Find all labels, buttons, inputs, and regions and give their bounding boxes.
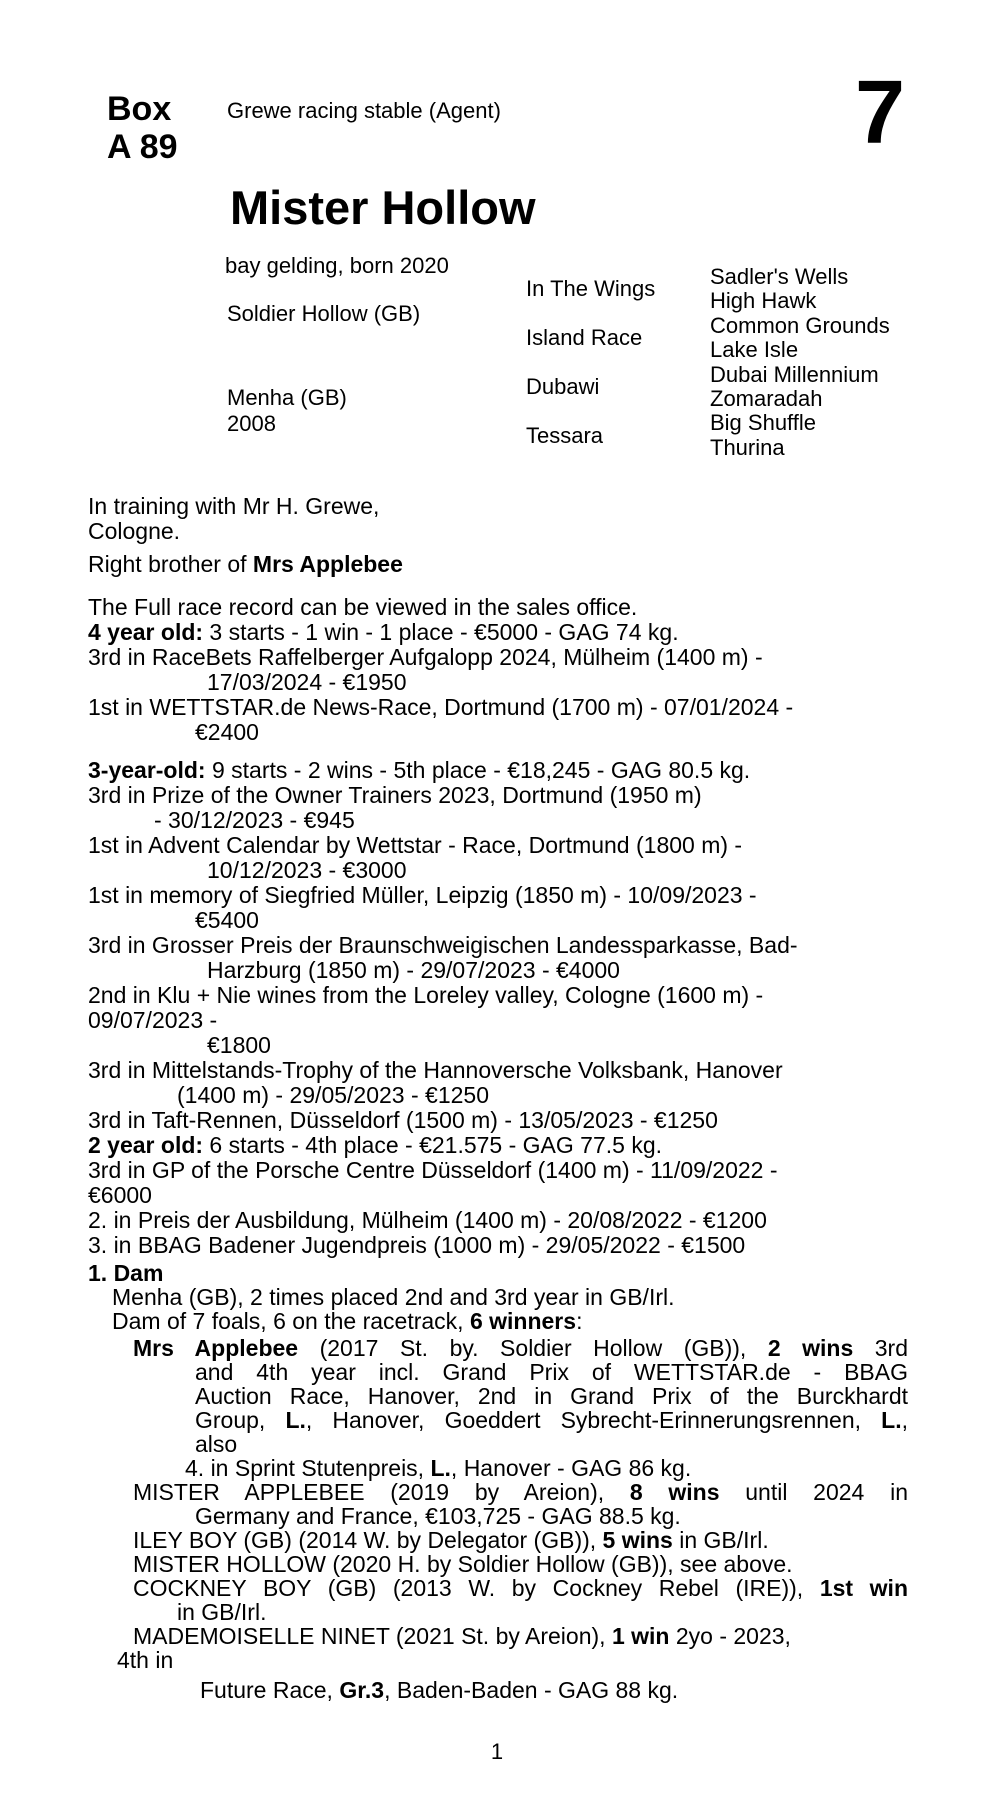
box-number: A 89	[107, 128, 178, 166]
emphasized-text: 1. Dam	[88, 1260, 164, 1286]
ancestor-name: Big Shuffle	[710, 410, 817, 436]
plain-text: 3rd in RaceBets Raffelberger Aufgalopp 2024, Mülheim (1400 m) -	[88, 644, 763, 670]
emphasized-text: 4 year old:	[88, 619, 204, 645]
ancestor-name: Common Grounds	[710, 312, 890, 338]
ancestor-name: High Hawk	[710, 288, 817, 314]
emphasized-text: L.	[881, 1407, 902, 1433]
emphasized-text: Mrs Applebee	[133, 1335, 299, 1361]
plain-text: 4. in Sprint Stutenpreis,	[185, 1455, 431, 1481]
text-line	[88, 595, 908, 620]
box-label: Box	[107, 90, 172, 128]
plain-text: 2nd in Klu + Nie wines from the Loreley valley, Cologne (1600 m) -	[88, 982, 764, 1008]
plain-text: Dam of 7 foals, 6 on the racetrack,	[112, 1308, 470, 1334]
text-line	[185, 1456, 908, 1480]
text-line	[88, 883, 908, 908]
dam-cell	[227, 363, 420, 461]
text-line	[207, 670, 908, 695]
plain-text: :	[576, 1308, 583, 1334]
plain-text: MISTER HOLLOW (2020 H. by Soldier Hollow (GB)), see above.	[133, 1551, 793, 1577]
text-line	[88, 1058, 908, 1083]
race-record	[88, 595, 908, 1258]
emphasized-text: 2 year old:	[88, 1132, 204, 1158]
ancestor-name: Zomaradah	[710, 386, 823, 412]
text-line	[112, 1285, 908, 1309]
text-line	[195, 908, 908, 933]
plain-text: (2017 St. by. Soldier Hollow (GB)),	[298, 1335, 768, 1361]
plain-text: €6000	[88, 1182, 152, 1208]
plain-text: 10/12/2023 - €3000	[207, 857, 407, 883]
plain-text: Future Race,	[200, 1677, 340, 1703]
lot-number: 7	[854, 63, 905, 163]
sibling-note	[88, 552, 908, 577]
training-line: In training with Mr H. Grewe,	[88, 493, 380, 519]
pedigree-parents-column	[227, 265, 420, 460]
emphasized-text: 8 wins	[629, 1479, 720, 1505]
plain-text: 3rd	[853, 1335, 909, 1361]
plain-text: in GB/Irl.	[177, 1599, 267, 1625]
ancestor-name: Sadler's Wells	[710, 264, 849, 289]
text-line	[133, 1576, 908, 1600]
plain-text: , Baden-Baden - GAG 88 kg.	[384, 1677, 679, 1703]
plain-text: 3 starts - 1 win - 1 place - €5000 - GAG 74 kg.	[203, 619, 679, 645]
text-line	[88, 1233, 908, 1258]
plain-text: 3rd in GP of the Porsche Centre Düsseldorf (1400 m) - 11/09/2022 -	[88, 1157, 778, 1183]
plain-text: (1400 m) - 29/05/2023 - €1250	[177, 1082, 489, 1108]
plain-text: 4th in	[117, 1647, 174, 1673]
text-line	[195, 1360, 908, 1384]
text-line	[207, 858, 908, 883]
plain-text: MISTER APPLEBEE (2019 by Areion),	[133, 1479, 630, 1505]
plain-text: €2400	[195, 719, 259, 745]
plain-text: , Hanover - GAG 86 kg.	[450, 1455, 692, 1481]
text-line	[133, 1552, 908, 1576]
text-line	[133, 1336, 908, 1360]
plain-text: ,	[901, 1407, 908, 1433]
pedigree-grandparents-column	[526, 265, 655, 460]
plain-text: Germany and France, €103,725 - GAG 88.5 kg.	[195, 1503, 681, 1529]
plain-text: 6 starts - 4th place - €21.575 - GAG 77.5 kg.	[203, 1132, 663, 1158]
emphasized-text: L.	[285, 1407, 306, 1433]
dam-heading	[88, 1261, 908, 1285]
text-line	[88, 983, 908, 1008]
sibling-name: Mrs Applebee	[252, 551, 403, 577]
plain-text: COCKNEY BOY (GB) (2013 W. by Cockney Rebel (IRE)),	[133, 1575, 820, 1601]
text-line	[177, 1600, 908, 1624]
text-line	[88, 1133, 908, 1158]
sibling-note-prefix: Right brother of	[88, 551, 253, 577]
emphasized-text: 6 winners	[469, 1308, 577, 1334]
grandparent-name: Island Race	[526, 325, 643, 351]
grandparent-name: Dubawi	[526, 373, 600, 399]
plain-text: Auction Race, Hanover, 2nd in Grand Prix of the Burckhardt	[195, 1383, 908, 1409]
plain-text: 3rd in Grosser Preis der Braunschweigischen Landessparkasse, Bad-	[88, 932, 798, 958]
ancestor-name: Dubai Millennium	[710, 361, 879, 387]
plain-text: - 30/12/2023 - €945	[154, 807, 355, 833]
text-line	[88, 933, 908, 958]
pedigree-greatgrandparents-column	[710, 265, 890, 460]
plain-text: 3rd in Mittelstands-Trophy of the Hannoversche Volksbank, Hanover	[88, 1057, 783, 1083]
text-line	[88, 695, 908, 720]
emphasized-text: 3-year-old:	[88, 757, 206, 783]
horse-description: bay gelding, born 2020	[225, 253, 449, 278]
text-line	[200, 1678, 908, 1702]
plain-text: 2. in Preis der Ausbildung, Mülheim (1400 m) - 20/08/2022 - €1200	[88, 1207, 767, 1233]
plain-text: 17/03/2024 - €1950	[207, 669, 407, 695]
text-line	[88, 620, 908, 645]
text-line	[177, 1083, 908, 1108]
page-number: 1	[490, 1739, 504, 1764]
text-line	[133, 1480, 908, 1504]
plain-text: , Hanover, Goeddert Sybrecht-Erinnerungsrennen,	[305, 1407, 882, 1433]
training-line: Cologne.	[88, 518, 181, 544]
text-line	[195, 720, 908, 745]
sire-name: Soldier Hollow (GB)	[227, 300, 421, 326]
dam-name: Menha (GB)	[227, 385, 347, 411]
plain-text: also	[195, 1431, 238, 1457]
training-info	[88, 494, 908, 544]
plain-text: 1st in WETTSTAR.de News-Race, Dortmund (1700 m) - 07/01/2024 -	[88, 694, 794, 720]
plain-text: The Full race record can be viewed in the sales office.	[88, 594, 638, 620]
body-text	[88, 494, 908, 1702]
plain-text: 1st in Advent Calendar by Wettstar - Race, Dortmund (1800 m) -	[88, 832, 743, 858]
sire-cell	[227, 265, 420, 363]
text-line	[88, 645, 908, 670]
text-line	[88, 758, 908, 783]
text-line	[112, 1309, 908, 1333]
text-line	[88, 1108, 908, 1133]
plain-text: 9 starts - 2 wins - 5th place - €18,245 - GAG 80.5 kg.	[205, 757, 751, 783]
emphasized-text: 5 wins	[602, 1527, 673, 1553]
emphasized-text: 2 wins	[767, 1335, 854, 1361]
emphasized-text: L.	[430, 1455, 451, 1481]
dam-year: 2008	[227, 411, 276, 437]
emphasized-text: Gr.3	[339, 1677, 385, 1703]
text-line	[88, 1008, 908, 1033]
text-line	[133, 1528, 908, 1552]
text-line	[88, 1183, 908, 1208]
plain-text: until 2024 in	[719, 1479, 908, 1505]
text-line	[133, 1624, 908, 1648]
plain-text: 3rd in Prize of the Owner Trainers 2023, Dortmund (1950 m)	[88, 782, 702, 808]
emphasized-text: 1st win	[819, 1575, 908, 1601]
text-line	[195, 1432, 908, 1456]
plain-text: Group,	[195, 1407, 286, 1433]
box-block	[107, 90, 178, 166]
text-line	[117, 1648, 908, 1672]
grandparent-name: Tessara	[526, 422, 604, 448]
text-line	[207, 958, 908, 983]
plain-text: Menha (GB), 2 times placed 2nd and 3rd year in GB/Irl.	[112, 1284, 675, 1310]
plain-text: €5400	[195, 907, 259, 933]
text-line	[88, 1208, 908, 1233]
plain-text: MADEMOISELLE NINET (2021 St. by Areion),	[133, 1623, 612, 1649]
ancestor-name: Thurina	[710, 434, 785, 460]
text-line	[207, 1033, 908, 1058]
dam-section	[88, 1261, 908, 1702]
text-line	[195, 1384, 908, 1408]
consignor: Grewe racing stable (Agent)	[227, 98, 501, 123]
text-line	[195, 1408, 908, 1432]
ancestor-name: Lake Isle	[710, 337, 799, 363]
plain-text: 3. in BBAG Badener Jugendpreis (1000 m) - 29/05/2022 - €1500	[88, 1232, 746, 1258]
plain-text: ILEY BOY (GB) (2014 W. by Delegator (GB)),	[133, 1527, 603, 1553]
text-line	[88, 783, 908, 808]
plain-text: and 4th year incl. Grand Prix of WETTSTAR.de - BBAG	[195, 1359, 908, 1385]
plain-text: 09/07/2023 -	[88, 1007, 218, 1033]
plain-text: Harzburg (1850 m) - 29/07/2023 - €4000	[207, 957, 620, 983]
text-line	[154, 808, 908, 833]
horse-name-title: Mister Hollow	[230, 181, 536, 234]
plain-text: 3rd in Taft-Rennen, Düsseldorf (1500 m) - 13/05/2023 - €1250	[88, 1107, 718, 1133]
plain-text: 1st in memory of Siegfried Müller, Leipzig (1850 m) - 10/09/2023 -	[88, 882, 757, 908]
plain-text: 2yo - 2023,	[669, 1623, 791, 1649]
text-line	[88, 1158, 908, 1183]
emphasized-text: 1 win	[611, 1623, 670, 1649]
plain-text: in GB/Irl.	[672, 1527, 769, 1553]
text-line	[195, 1504, 908, 1528]
plain-text: €1800	[207, 1032, 271, 1058]
grandparent-name: In The Wings	[526, 276, 656, 302]
text-line	[88, 833, 908, 858]
